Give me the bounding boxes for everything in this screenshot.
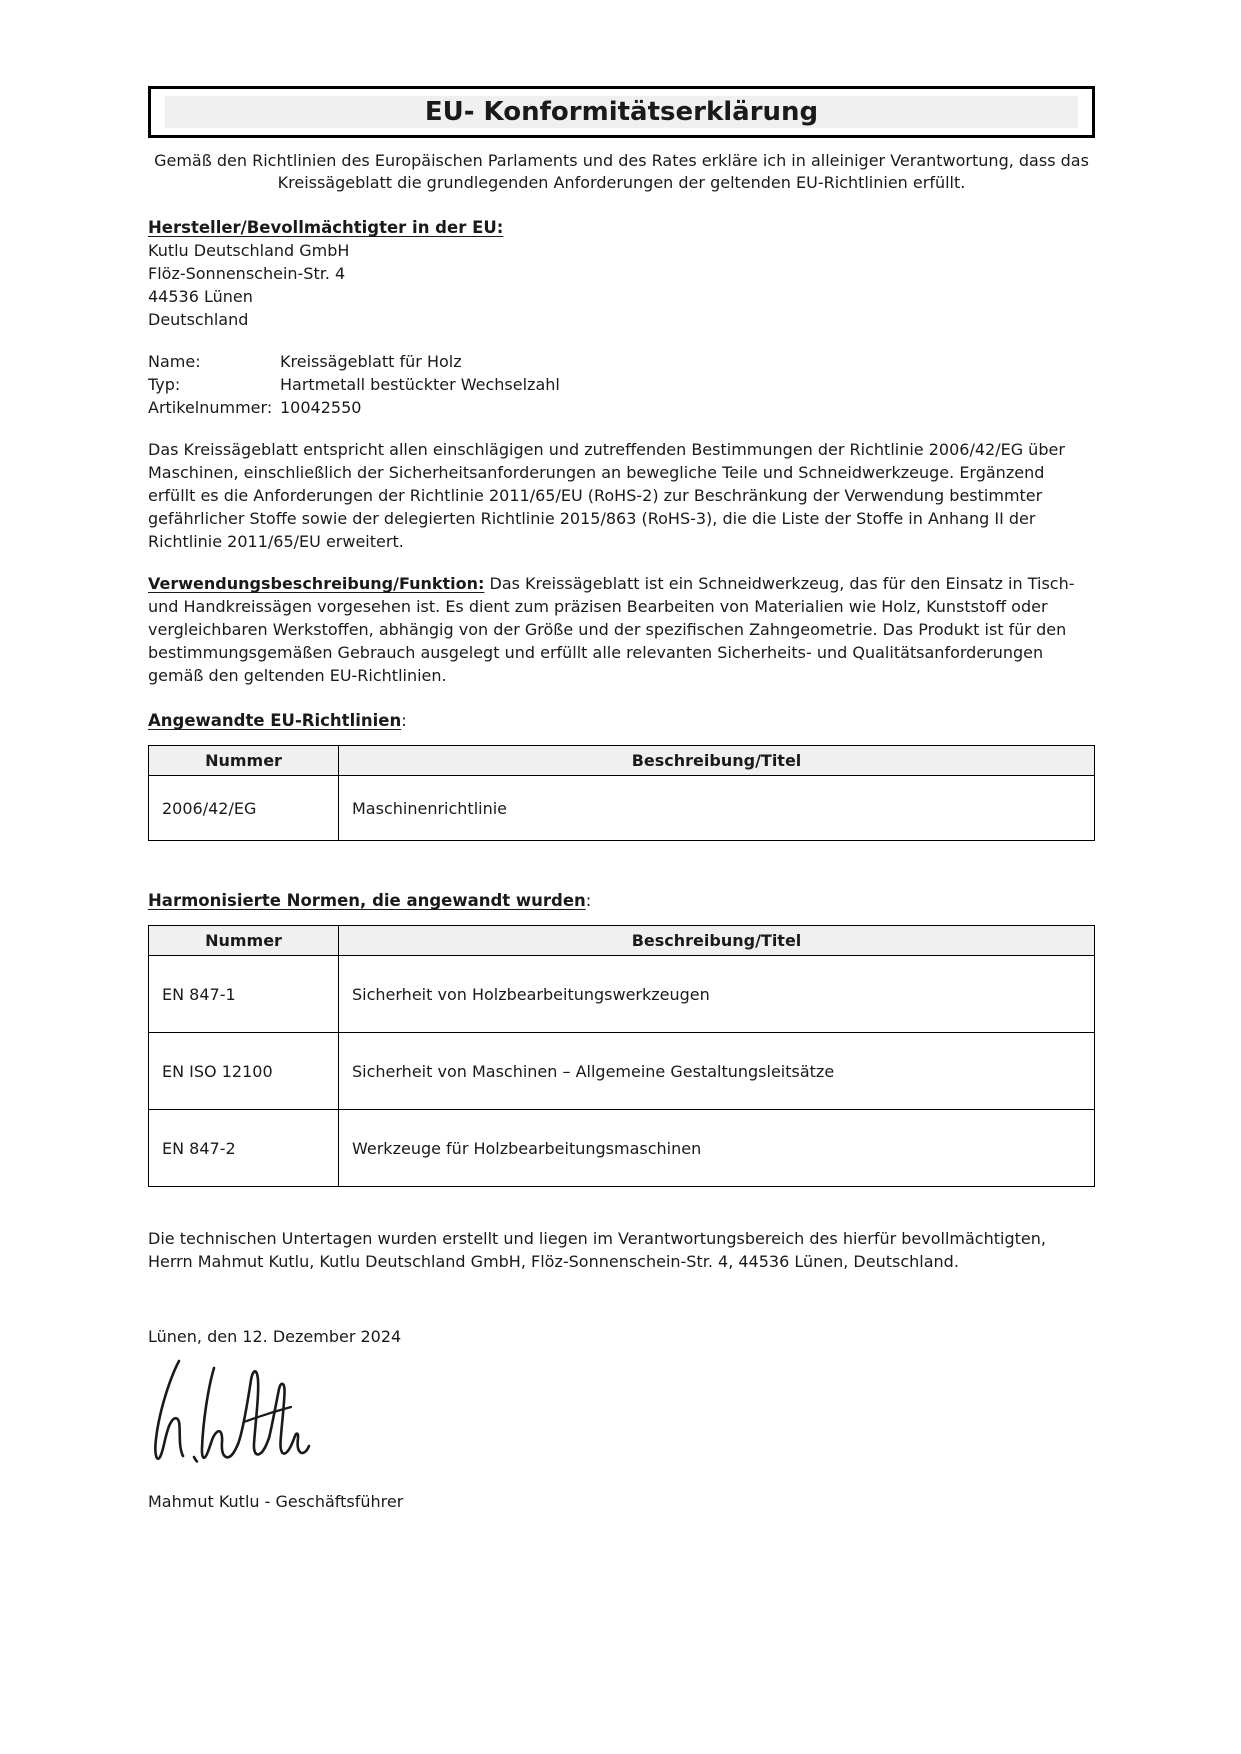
directives-table [148,745,1095,841]
compliance-paragraph: Das Kreissägeblatt entspricht allen einschlägigen und zutreffenden Bestimmungen der Richtlinie 2006/42/EG über Maschinen, einschließlich der Sicherheitsanforderungen an bewegliche Teile und Schneidwerkzeuge. Ergänzend erfüllt es die Anforderungen der Richtlinie 2011/65/EU (RoHS-2) zur Beschränkung der Verwendung bestimmter gefährlicher Stoffe sowie der delegierten Richtlinie 2015/863 (RoHS-3), die die Liste der Stoffe in Anhang II der Richtlinie 2011/65/EU erweitert. [148,440,1065,551]
document-title: EU- Konformitätserklärung [165,96,1078,128]
product-type-label: Typ: [148,375,181,394]
manufacturer-address [148,239,1095,331]
product-name-label: Name: [148,352,201,371]
usage-paragraph [148,572,1095,687]
table-row [149,1033,1095,1110]
table-row [149,956,1095,1033]
manufacturer-country: Deutschland [148,310,249,329]
declaration-intro: Gemäß den Richtlinien des Europäischen Parlaments und des Rates erkläre ich in alleiniger Verantwortung, dass das Kreissägeblatt die grundlegenden Anforderungen der geltenden EU-Richtlinien erfüllt. [154,151,1089,192]
signatory-line: Mahmut Kutlu - Geschäftsführer [148,1492,404,1511]
directives-table-header-row [149,746,1095,776]
usage-heading: Verwendungsbeschreibung/Funktion: [148,574,485,593]
directive-description: Maschinenrichtlinie [339,776,1095,841]
signature-strokes [148,1356,323,1474]
standard-number: EN 847-1 [149,956,339,1033]
product-type-value: Hartmetall bestückter Wechselzahl [280,375,560,394]
standard-number: EN ISO 12100 [149,1033,339,1110]
manufacturer-name: Kutlu Deutschland GmbH [148,241,350,260]
product-article-row [148,396,1095,419]
title-box [148,86,1095,138]
standard-description: Sicherheit von Maschinen – Allgemeine Gestaltungsleitsätze [339,1033,1095,1110]
manufacturer-heading: Hersteller/Bevollmächtigter in der EU: [148,218,504,237]
directives-col-description: Beschreibung/Titel [339,746,1095,776]
place-date-line: Lünen, den 12. Dezember 2024 [148,1327,402,1346]
directive-number: 2006/42/EG [149,776,339,841]
standards-col-description: Beschreibung/Titel [339,926,1095,956]
product-details [148,350,1095,419]
standards-table-header-row [149,926,1095,956]
product-type-row [148,373,1095,396]
product-article-value: 10042550 [280,398,362,417]
standard-description: Werkzeuge für Holzbearbeitungsmaschinen [339,1110,1095,1187]
product-name-value: Kreissägeblatt für Holz [280,352,462,371]
responsibility-paragraph: Die technischen Untertagen wurden erstellt und liegen im Verantwortungsbereich des hierfür bevollmächtigten, Herrn Mahmut Kutlu, Kutlu Deutschland GmbH, Flöz-Sonnenschein-Str. 4, 44536 Lünen, Deutschland. [148,1229,1046,1271]
directives-col-number: Nummer [149,746,339,776]
manufacturer-city: 44536 Lünen [148,287,253,306]
standard-description: Sicherheit von Holzbearbeitungswerkzeugen [339,956,1095,1033]
table-row [149,1110,1095,1187]
usage-text: Das Kreissägeblatt ist ein Schneidwerkzeug, das für den Einsatz in Tisch- und Handkreissägen vorgesehen ist. Es dient zum präzisen Bearbeiten von Materialien wie Holz, Kunststoff oder vergleichbaren Werkstoffen, abhängig von der Größe und der spezifischen Zahngeometrie. Das Produkt ist für den bestimmungsgemäßen Gebrauch ausgelegt und erfüllt alle relevanten Sicherheits- und Qualitätsanforderungen gemäß den geltenden EU-Richtlinien. [148,574,1075,685]
manufacturer-street: Flöz-Sonnenschein-Str. 4 [148,264,346,283]
standards-col-number: Nummer [149,926,339,956]
standards-heading: Harmonisierte Normen, die angewandt wurden: [148,891,592,910]
handwritten-signature [148,1356,1095,1474]
standard-number: EN 847-2 [149,1110,339,1187]
product-name-row [148,350,1095,373]
directives-heading: Angewandte EU-Richtlinien: [148,711,407,730]
product-article-label: Artikelnummer: [148,398,273,417]
standards-table [148,925,1095,1187]
table-row [149,776,1095,841]
